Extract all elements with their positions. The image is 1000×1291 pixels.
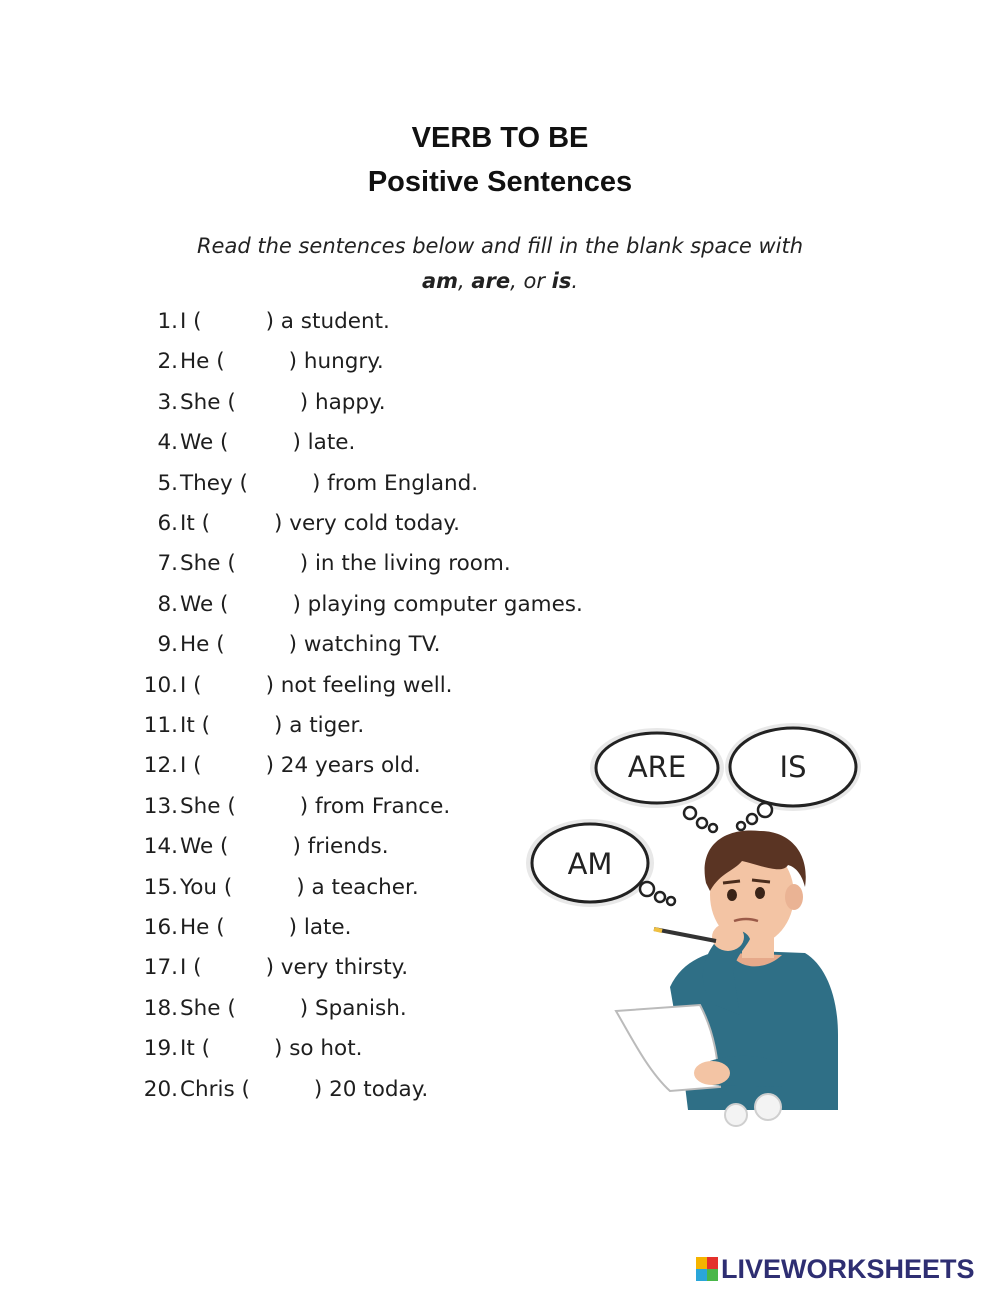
exercise-sentence [180,789,450,825]
exercise-rest: ) from England. [311,470,479,496]
worksheet-subtitle: Positive Sentences [367,166,633,198]
exercise-rest: ) from France. [299,793,451,819]
exercise-rest: ) 20 today. [313,1076,429,1102]
word-is: is [551,269,572,293]
exercise-sentence [180,466,478,502]
exercise-sentence [180,991,407,1027]
exercise-number: 8. [157,591,178,617]
exercise-sentence [180,546,511,582]
exercise-subject: We ( [180,834,229,860]
exercise-sentence [180,385,386,421]
exercise-number: 3. [157,389,178,415]
exercise-item [0,344,700,380]
exercise-subject: I ( [180,672,202,698]
instr-end: . [571,269,579,293]
exercise-number: 11. [143,713,178,738]
exercise-number: 2. [157,349,178,375]
exercise-number: 14. [143,834,178,860]
exercise-number: 19. [143,1036,178,1062]
exercise-sentence [180,910,352,946]
exercise-rest: ) a tiger. [274,713,365,738]
exercise-sentence [180,950,408,986]
exercise-number: 16. [143,915,178,940]
exercise-subject: I ( [180,955,202,981]
exercise-item [0,425,700,461]
exercise-number: 6. [157,511,178,536]
exercise-rest: ) late. [292,430,356,456]
exercise-subject: We ( [180,430,229,456]
exercise-subject: I ( [180,753,202,779]
exercise-number: 17. [143,955,178,981]
exercise-item [0,587,700,623]
exercise-sentence [180,748,421,784]
exercise-subject: It ( [180,1036,210,1062]
liveworksheets-logo [696,1252,975,1286]
word-am: am [421,269,458,293]
exercise-rest: ) Spanish. [299,995,407,1021]
exercise-item [0,546,700,582]
exercise-number: 7. [157,551,178,577]
bubble-are-label: ARE [627,750,687,784]
exercise-number: 4. [157,430,178,456]
thinking-student-illustration [520,715,865,1135]
exercise-number: 12. [143,753,178,779]
exercise-rest: ) very cold today. [274,511,460,536]
instructions-line-1: Read the sentences below and fill in the blank space with [196,234,804,258]
exercise-sentence [180,829,389,865]
exercise-sentence [180,506,460,542]
logo-mark-icon [696,1257,718,1281]
logo-text: LIVEWORKSHEETS [721,1253,975,1284]
exercise-number: 20. [143,1076,178,1102]
exercise-number: 18. [143,995,178,1021]
exercise-rest: ) very thirsty. [265,955,409,981]
instructions-line-2 [0,269,1000,293]
exercise-rest: ) so hot. [274,1036,363,1062]
worksheet-title: VERB TO BE [411,122,589,154]
exercise-number: 5. [157,470,178,496]
instr-sep-2: , or [510,269,552,293]
word-are: are [471,269,511,293]
exercise-item [0,304,700,340]
exercise-sentence [180,344,384,380]
exercise-subject: He ( [180,915,225,940]
exercise-sentence [180,304,390,340]
instr-sep-1: , [458,269,472,293]
exercise-sentence [180,708,364,744]
exercise-rest: ) a teacher. [296,874,419,900]
bubble-is [725,723,861,811]
exercise-subject: It ( [180,713,210,738]
exercise-subject: They ( [180,470,248,496]
exercise-number: 15. [143,874,178,900]
bubble-am [526,819,654,907]
exercise-item [0,627,700,663]
exercise-subject: Chris ( [180,1076,250,1102]
exercise-number: 1. [157,309,178,334]
exercise-item [0,506,700,542]
exercise-sentence [180,870,419,906]
exercise-sentence [180,627,440,663]
exercise-subject: She ( [180,793,236,819]
exercise-rest: ) late. [288,915,352,940]
exercise-sentence [180,425,355,461]
exercise-rest: ) watching TV. [288,632,441,658]
exercise-sentence [180,1072,428,1108]
exercise-subject: She ( [180,389,236,415]
exercise-subject: It ( [180,511,210,536]
bubble-am-label: AM [567,847,613,881]
exercise-subject: I ( [180,309,202,334]
exercise-item [0,385,700,421]
exercise-subject: He ( [180,349,225,375]
bubble-are [590,728,724,808]
exercise-rest: ) happy. [299,389,386,415]
exercise-sentence [180,1031,362,1067]
exercise-rest: ) hungry. [288,349,384,375]
exercise-subject: You ( [180,874,233,900]
exercise-subject: She ( [180,551,236,577]
exercise-rest: ) a student. [265,309,390,334]
exercise-subject: He ( [180,632,225,658]
exercise-sentence [180,587,583,623]
exercise-rest: ) playing computer games. [292,591,583,617]
exercise-subject: We ( [180,591,229,617]
exercise-rest: ) not feeling well. [265,672,453,698]
exercise-number: 9. [157,632,178,658]
exercise-subject: She ( [180,995,236,1021]
exercise-item [0,668,700,704]
exercise-rest: ) 24 years old. [265,753,421,779]
exercise-number: 10. [143,672,178,698]
exercise-rest: ) friends. [292,834,389,860]
exercise-rest: ) in the living room. [299,551,511,577]
bubble-is-label: IS [779,750,807,784]
exercise-item [0,466,700,502]
exercise-number: 13. [143,793,178,819]
exercise-sentence [180,668,453,704]
